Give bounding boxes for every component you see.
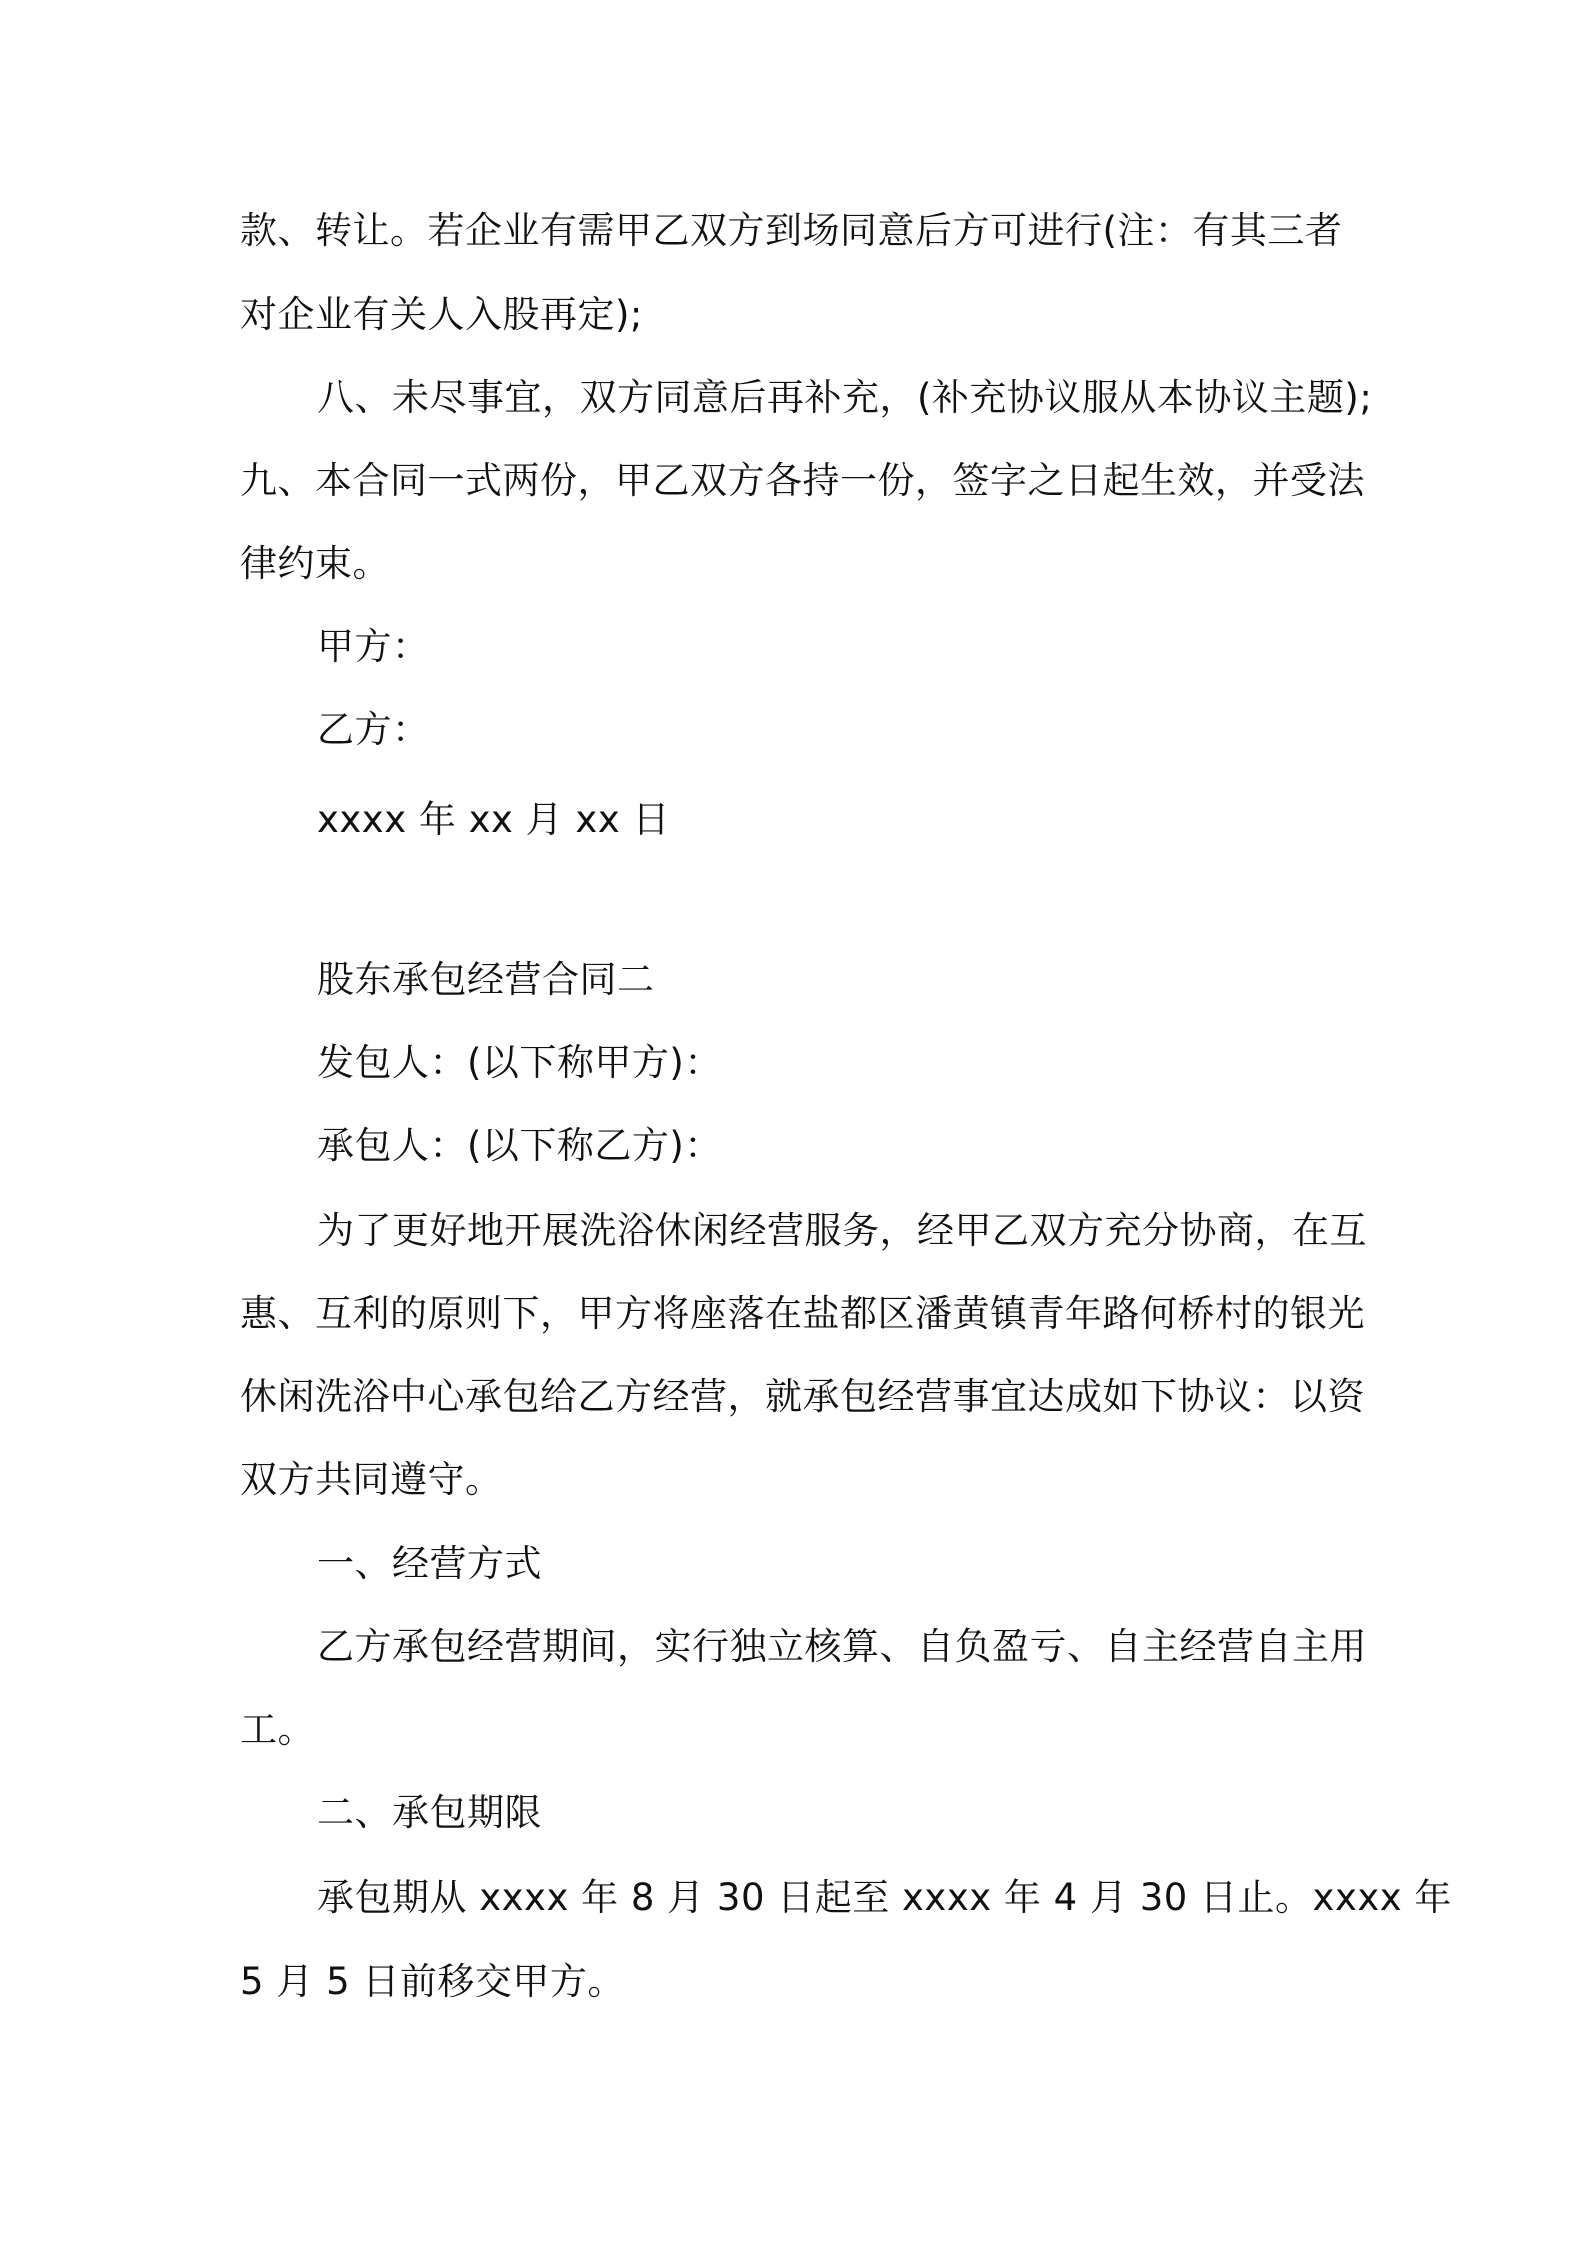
section-heading-1: 一、经营方式 [317,1542,542,1585]
text-line-4: 九、本合同一式两份，甲乙双方各持一份，签字之日起生效，并受法 [240,459,1365,502]
date-line: xxxx 年 xx 月 xx 日 [317,798,670,841]
text-line-12: 为了更好地开展洗浴休闲经营服务，经甲乙双方充分协商，在互 [317,1209,1367,1252]
text-line-1: 款、转让。若企业有需甲乙双方到场同意后方可进行(注：有其三者 [240,209,1343,252]
contract-title: 股东承包经营合同二 [317,958,655,1001]
issuer-line: 发包人：(以下称甲方)： [317,1041,722,1084]
text-line-18: 工。 [240,1708,315,1751]
party-a-label: 甲方： [317,625,430,668]
contractor-line: 承包人：(以下称乙方)： [317,1124,722,1167]
text-line-15: 双方共同遵守。 [240,1458,503,1501]
text-line-14: 休闲洗浴中心承包给乙方经营，就承包经营事宜达成如下协议：以资 [240,1375,1365,1418]
text-line-13: 惠、互利的原则下，甲方将座落在盐都区潘黄镇青年路何桥村的银光 [240,1292,1365,1335]
text-line-2: 对企业有关人入股再定); [240,293,643,336]
text-line-21: 5 月 5 日前移交甲方。 [240,1960,625,2003]
section-heading-2: 二、承包期限 [317,1791,542,1834]
text-line-5: 律约束。 [240,542,390,585]
party-b-label: 乙方： [317,708,430,751]
text-line-3: 八、未尽事宜，双方同意后再补充，(补充协议服从本协议主题); [317,376,1373,419]
text-line-17: 乙方承包经营期间，实行独立核算、自负盈亏、自主经营自主用 [317,1625,1367,1668]
text-line-20: 承包期从 xxxx 年 8 月 30 日起至 xxxx 年 4 月 30 日止。xxxx 年 [317,1876,1452,1919]
